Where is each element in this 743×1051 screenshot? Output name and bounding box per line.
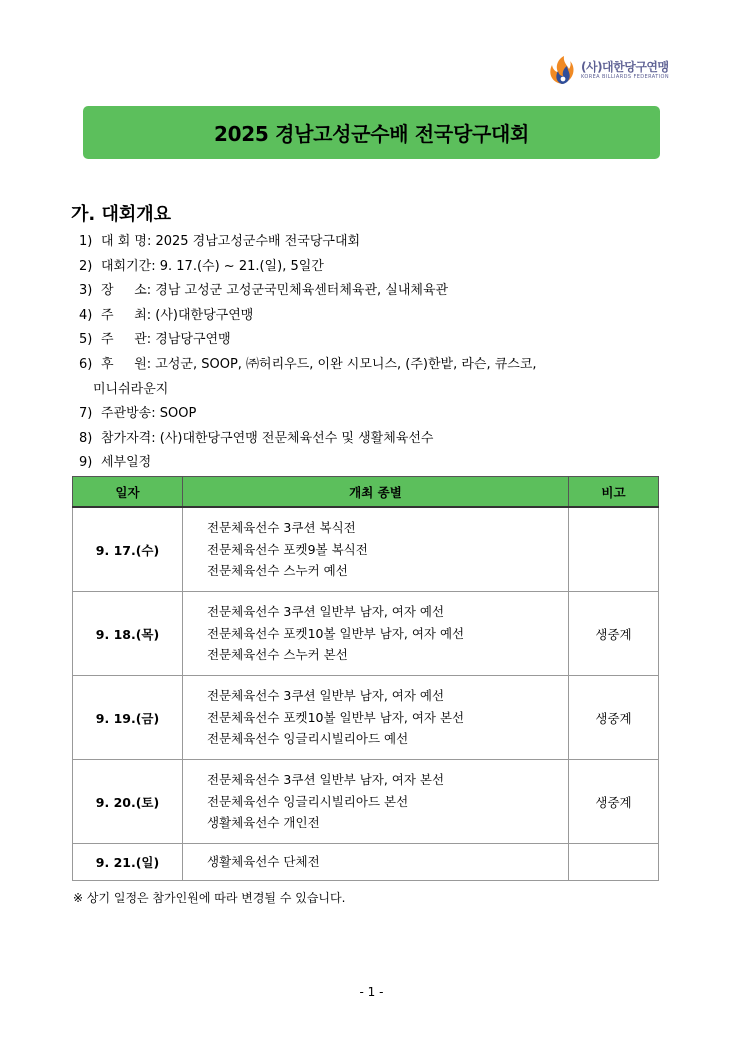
overview-item	[79, 402, 679, 427]
header-date: 일자	[73, 477, 183, 508]
item-text: 미니쉬라운지	[93, 381, 169, 397]
event-line: 생활체육선수 개인전	[207, 815, 320, 831]
event-line: 전문체육선수 스누커 예선	[207, 563, 348, 579]
event-line: 전문체육선수 스누커 본선	[207, 647, 348, 663]
overview-item	[79, 255, 679, 280]
row-note	[569, 844, 659, 881]
item-number: 9)	[79, 455, 93, 471]
table-row	[73, 760, 659, 844]
row-date: 9. 20.(토)	[73, 760, 183, 844]
header-events: 개최 종별	[183, 477, 569, 508]
item-text: 주관방송: SOOP	[101, 406, 197, 422]
row-date: 9. 21.(일)	[73, 844, 183, 881]
item-text: 주 최: (사)대한당구연맹	[101, 307, 254, 323]
event-line: 전문체육선수 포켓9볼 복식전	[207, 541, 368, 557]
overview-item-continuation	[79, 378, 679, 403]
event-line: 전문체육선수 3쿠션 일반부 남자, 여자 예선	[207, 604, 445, 620]
federation-logo	[545, 53, 685, 87]
event-line: 전문체육선수 3쿠션 일반부 남자, 여자 본선	[207, 772, 445, 788]
overview-item	[79, 328, 679, 353]
event-line: 전문체육선수 잉글리시빌리아드 본선	[207, 793, 409, 809]
item-number: 8)	[79, 430, 93, 446]
overview-item	[79, 230, 679, 255]
row-date: 9. 19.(금)	[73, 676, 183, 760]
event-line: 전문체육선수 3쿠션 일반부 남자, 여자 예선	[207, 688, 445, 704]
item-text: 대 회 명: 2025 경남고성군수배 전국당구대회	[101, 234, 361, 249]
row-note: 생중계	[569, 676, 659, 760]
table-row	[73, 844, 659, 881]
item-text: 후 원: 고성군, SOOP, ㈜허리우드, 이완 시모니스, (주)한밭, 라슨, 큐스코,	[101, 356, 537, 372]
item-number: 3)	[79, 283, 93, 299]
overview-item	[79, 427, 679, 452]
logo-english-name: KOREA BILLIARDS FEDERATION	[581, 74, 669, 80]
row-date: 9. 17.(수)	[73, 507, 183, 592]
item-number: 6)	[79, 356, 93, 372]
row-note: 생중계	[569, 592, 659, 676]
table-row	[73, 676, 659, 760]
overview-item	[79, 304, 679, 329]
flame-logo-icon	[545, 53, 579, 87]
overview-item	[79, 279, 679, 304]
row-note	[569, 507, 659, 592]
schedule-table	[72, 476, 659, 881]
table-header-row	[73, 477, 659, 508]
row-events	[183, 592, 569, 676]
section-title: 가. 대회개요	[71, 204, 172, 225]
table-row	[73, 592, 659, 676]
item-number: 2)	[79, 258, 93, 274]
table-row	[73, 507, 659, 592]
item-text: 참가자격: (사)대한당구연맹 전문체육선수 및 생활체육선수	[101, 430, 434, 446]
event-line: 전문체육선수 잉글리시빌리아드 예선	[207, 731, 409, 747]
event-line: 생활체육선수 단체전	[207, 854, 320, 870]
footnote: ※ 상기 일정은 참가인원에 따라 변경될 수 있습니다.	[73, 891, 346, 905]
item-number: 7)	[79, 406, 93, 422]
item-text: 대회기간: 9. 17.(수) ~ 21.(일), 5일간	[101, 258, 324, 274]
item-number: 4)	[79, 307, 93, 323]
overview-item	[79, 451, 679, 476]
row-events	[183, 507, 569, 592]
page-number: - 1 -	[359, 985, 384, 999]
document-title: 2025 경남고성군수배 전국당구대회	[83, 106, 660, 159]
item-number: 1)	[79, 234, 93, 249]
item-text: 세부일정	[101, 455, 152, 471]
overview-list	[79, 230, 679, 476]
header-note: 비고	[569, 477, 659, 508]
row-events	[183, 760, 569, 844]
item-text: 주 관: 경남당구연맹	[101, 332, 231, 348]
row-note: 생중계	[569, 760, 659, 844]
event-line: 전문체육선수 포켓10볼 일반부 남자, 여자 본선	[207, 709, 465, 725]
row-events	[183, 676, 569, 760]
row-events	[183, 844, 569, 881]
row-date: 9. 18.(목)	[73, 592, 183, 676]
item-number: 5)	[79, 332, 93, 348]
overview-item	[79, 353, 679, 378]
item-text: 장 소: 경남 고성군 고성군국민체육센터체육관, 실내체육관	[101, 283, 449, 299]
event-line: 전문체육선수 포켓10볼 일반부 남자, 여자 예선	[207, 625, 465, 641]
event-line: 전문체육선수 3쿠션 복식전	[207, 520, 356, 536]
logo-korean-name: (사)대한당구연맹	[581, 60, 669, 74]
